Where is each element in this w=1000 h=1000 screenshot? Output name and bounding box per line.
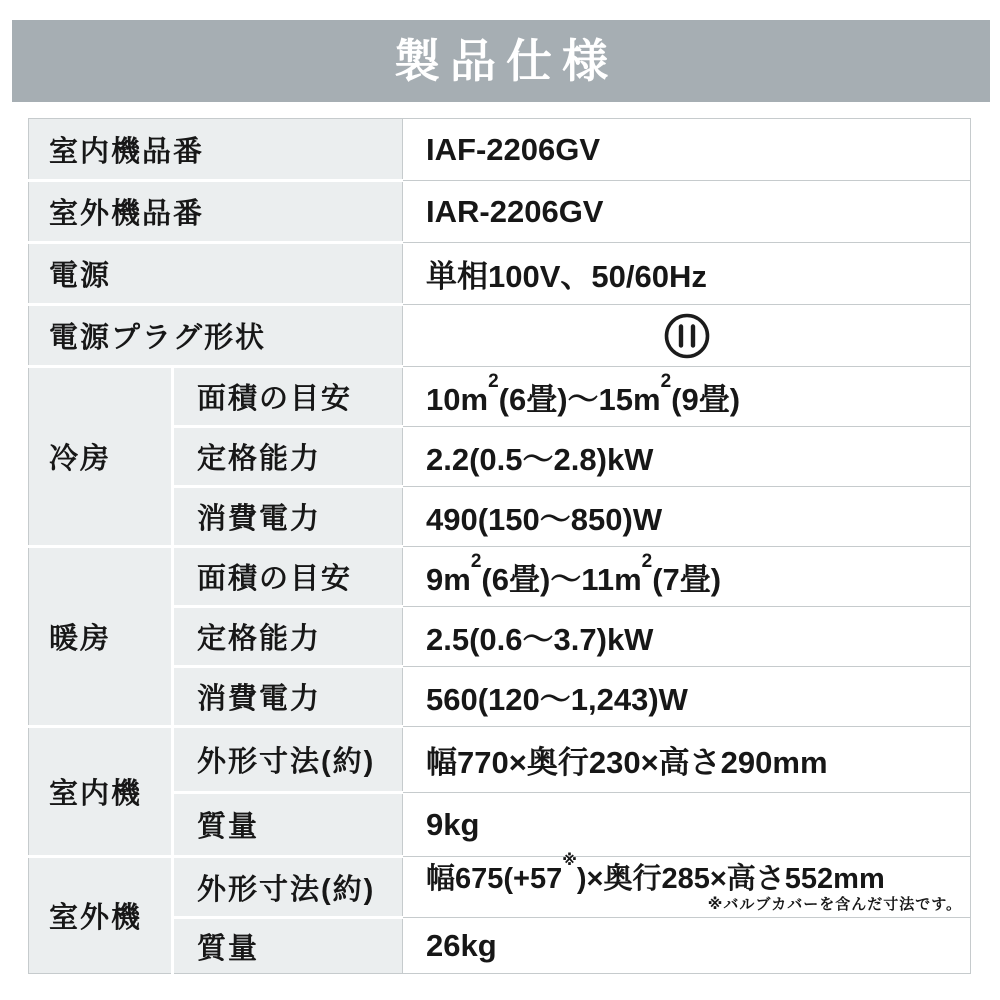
row-label-indoor-model: 室内機品番 [29, 119, 403, 181]
row-value-plug-shape [403, 305, 971, 367]
superscript: 2 [488, 370, 499, 392]
value-part: 幅675(+57 [426, 862, 563, 895]
page-title: 製品仕様 [394, 35, 618, 87]
row-label-power-supply: 電源 [29, 243, 403, 305]
group-label-indoor-unit: 室内機 [29, 727, 173, 857]
outdoor-dimensions-text [426, 851, 962, 897]
row-label-plug-shape: 電源プラグ形状 [29, 305, 403, 367]
value-part: 9m [426, 562, 471, 597]
sub-label-cooling-capacity: 定格能力 [173, 427, 403, 487]
row-value-indoor-weight: 9kg [403, 793, 971, 857]
superscript: 2 [470, 550, 482, 572]
sub-label-outdoor-weight: 質量 [173, 918, 403, 974]
row-power-supply [29, 243, 971, 305]
row-value-outdoor-dimensions [403, 851, 971, 918]
superscript: 2 [641, 550, 653, 572]
valve-cover-note: ※バルブカバーを含んだ寸法です。 [707, 895, 963, 913]
row-value-power-supply: 単相100V、50/60Hz [403, 243, 971, 305]
value-part: (6畳)〜11m [481, 562, 642, 597]
row-indoor-dimensions [29, 727, 971, 793]
title-bar [12, 20, 990, 102]
row-outdoor-dimensions [29, 857, 971, 918]
row-value-outdoor-model: IAR-2206GV [403, 181, 971, 243]
row-outdoor-model [29, 181, 971, 243]
value-part: (7畳) [652, 562, 722, 597]
row-heating-area [29, 547, 971, 607]
row-plug-shape [29, 305, 971, 367]
row-value-cooling-area [403, 367, 971, 427]
superscript: 2 [660, 370, 672, 392]
row-value-heating-capacity: 2.5(0.6〜3.7)kW [403, 607, 971, 667]
superscript: ※ [562, 851, 577, 869]
value-part: (9畳) [671, 382, 741, 417]
row-value-indoor-model: IAF-2206GV [403, 119, 971, 181]
row-value-cooling-consumption: 490(150〜850)W [403, 487, 971, 547]
sub-label-heating-capacity: 定格能力 [173, 607, 403, 667]
row-value-indoor-dimensions: 幅770×奥行230×高さ290mm [403, 727, 971, 793]
row-label-outdoor-model: 室外機品番 [29, 181, 403, 243]
sub-label-cooling-consumption: 消費電力 [173, 487, 403, 547]
row-value-cooling-capacity: 2.2(0.5〜2.8)kW [403, 427, 971, 487]
group-label-heating: 暖房 [29, 547, 173, 727]
sub-label-heating-consumption: 消費電力 [173, 667, 403, 727]
sub-label-indoor-weight: 質量 [173, 793, 403, 857]
spec-table [28, 118, 971, 974]
row-cooling-area [29, 367, 971, 427]
sub-label-heating-area: 面積の目安 [173, 547, 403, 607]
row-value-heating-consumption: 560(120〜1,243)W [403, 667, 971, 727]
value-part: 10m [426, 382, 489, 417]
sub-label-indoor-dimensions: 外形寸法(約) [173, 727, 403, 793]
value-part: (6畳)〜15m [498, 382, 661, 417]
row-value-outdoor-weight: 26kg [403, 918, 971, 974]
value-part: )×奥行285×高さ552mm [576, 862, 885, 895]
group-label-outdoor-unit: 室外機 [29, 857, 173, 974]
row-value-heating-area [403, 547, 971, 607]
row-indoor-model [29, 119, 971, 181]
power-plug-icon [663, 312, 711, 360]
sub-label-outdoor-dimensions: 外形寸法(約) [173, 857, 403, 918]
sub-label-cooling-area: 面積の目安 [173, 367, 403, 427]
group-label-cooling: 冷房 [29, 367, 173, 547]
